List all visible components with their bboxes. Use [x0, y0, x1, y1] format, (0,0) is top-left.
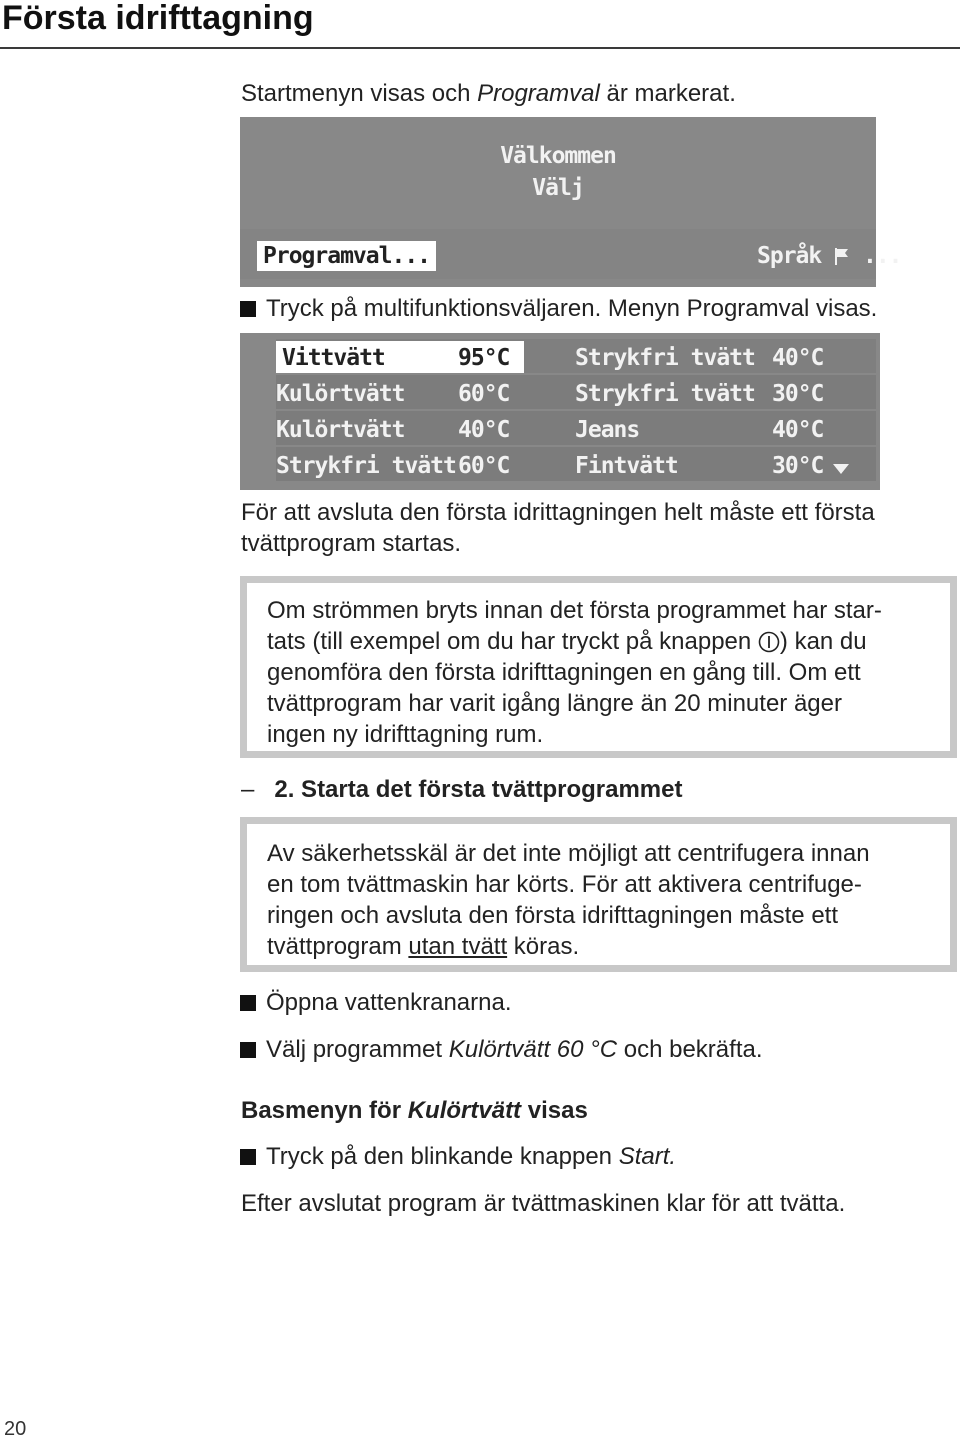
program-left-temp: 60°C	[458, 381, 510, 407]
language-ellipsis: ...	[862, 243, 902, 269]
bullet-icon	[240, 301, 256, 317]
finish-line: tvättprogram startas.	[241, 530, 462, 557]
note-line: ingen ny idrifttagning rum.	[267, 721, 544, 748]
note-line: ringen och avsluta den första idrifttagningen måste ett	[267, 902, 839, 929]
note-line-part: tvättprogram	[267, 933, 409, 960]
step-part: och bekräfta.	[617, 1036, 763, 1063]
language-label: Språk	[757, 243, 822, 269]
program-right-name[interactable]: Fintvätt	[575, 453, 678, 479]
intro-italic: Programval	[477, 80, 600, 107]
page-number: 20	[4, 1418, 27, 1440]
step-select-program	[266, 1034, 763, 1065]
subheading	[241, 1095, 588, 1126]
program-right-temp: 40°C	[772, 417, 824, 443]
bullet-icon	[240, 1149, 256, 1165]
note-box-power	[240, 576, 957, 758]
note-line: Om strömmen bryts innan det första programmet har star-	[267, 597, 882, 624]
power-icon	[758, 628, 780, 655]
section-heading-text: 2. Starta det första tvättprogrammet	[274, 776, 683, 803]
note-line: en tom tvättmaskin har körts. För att aktivera centrifuge-	[267, 871, 862, 898]
title-rule	[0, 47, 960, 49]
program-left-name[interactable]: Vittvätt	[282, 345, 385, 371]
note-line: Av säkerhetsskäl är det inte möjligt att centrifugera innan	[267, 840, 870, 867]
step-italic: Start.	[618, 1143, 677, 1170]
program-left-temp: 40°C	[458, 417, 510, 443]
finish-paragraph	[241, 497, 875, 559]
program-right-name[interactable]: Strykfri tvätt	[575, 345, 755, 371]
display-welcome: Välkommen	[500, 143, 616, 169]
triangle-down-icon[interactable]	[832, 460, 850, 479]
page-title: Första idrifttagning	[2, 0, 314, 37]
display-choose: Välj	[532, 175, 584, 201]
program-left-temp: 95°C	[458, 345, 510, 371]
note-line-part: köras.	[507, 933, 580, 960]
note-line: tvättprogram har varit igång längre än 20 minuter äger	[267, 690, 842, 717]
step-press-start	[266, 1141, 676, 1172]
subheading-part: visas	[521, 1097, 588, 1124]
program-right-name[interactable]: Jeans	[575, 417, 640, 443]
subheading-part: Basmenyn för	[241, 1097, 408, 1124]
note-line	[267, 626, 934, 657]
subheading-italic: Kulörtvätt	[407, 1097, 522, 1124]
finish-line: För att avsluta den första idrittagningen helt måste ett första	[241, 499, 875, 526]
final-paragraph: Efter avslutat program är tvättmaskinen klar för att tvätta.	[241, 1190, 846, 1217]
bullet-icon	[240, 1042, 256, 1058]
step-italic: Kulörtvätt 60 °C	[448, 1036, 618, 1063]
note-text	[267, 838, 934, 962]
display-program-menu	[240, 333, 880, 490]
flag-icon	[834, 243, 850, 269]
intro-text	[241, 78, 736, 109]
note-line-part: ) kan du	[779, 628, 867, 655]
step-press-knob: Tryck på multifunktionsväljaren. Menyn Programval visas.	[266, 295, 878, 322]
program-left-name[interactable]: Kulörtvätt	[276, 417, 405, 443]
intro-text-before: Startmenyn visas och	[241, 80, 478, 107]
note-text	[267, 595, 934, 750]
program-right-temp: 40°C	[772, 345, 824, 371]
section-heading	[241, 774, 682, 805]
note-underline: utan tvätt	[408, 933, 508, 960]
note-line-part: tats (till exempel om du har tryckt på knappen	[267, 628, 758, 655]
menu-item-language[interactable]	[757, 241, 902, 271]
step-part: Tryck på den blinkande knappen	[266, 1143, 619, 1170]
intro-text-after: är markerat.	[599, 80, 736, 107]
program-left-temp: 60°C	[458, 453, 510, 479]
note-line: genomföra den första idrifttagningen en gång till. Om ett	[267, 659, 861, 686]
note-line	[267, 931, 934, 962]
program-left-name[interactable]: Kulörtvätt	[276, 381, 405, 407]
step-part: Välj programmet	[266, 1036, 449, 1063]
program-right-temp: 30°C	[772, 381, 824, 407]
note-box-safety	[240, 817, 957, 972]
display-start-menu	[240, 117, 902, 287]
program-right-name[interactable]: Strykfri tvätt	[575, 381, 755, 407]
program-right-temp: 30°C	[772, 453, 824, 479]
step-open-taps: Öppna vattenkranarna.	[266, 989, 512, 1016]
section-dash: –	[241, 776, 255, 803]
menu-item-programval[interactable]: Programval...	[257, 241, 436, 271]
program-left-name[interactable]: Strykfri tvätt	[276, 453, 456, 479]
bullet-icon	[240, 995, 256, 1011]
